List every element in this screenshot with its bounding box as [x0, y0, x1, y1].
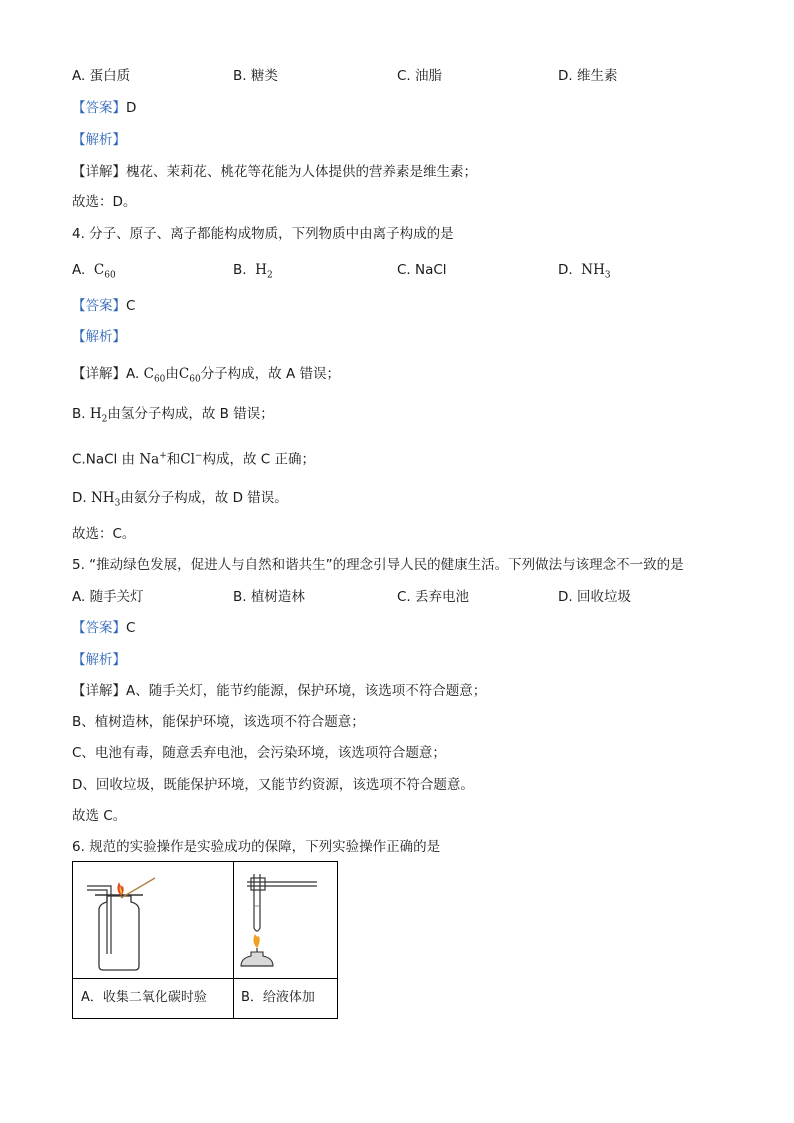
answer-value: D — [126, 100, 137, 116]
q4-option-a: A. $C_{60}$ — [72, 262, 116, 281]
q4-option-b: B. $H_2$ — [233, 262, 273, 281]
q6-stem: 6. 规范的实验操作是实验成功的保障，下列实验操作正确的是 — [72, 839, 441, 855]
detail-tag: 【详解】 — [72, 164, 126, 180]
q4-answer: 【答案】C — [72, 298, 136, 314]
q5-detail-line-c: C、电池有毒，随意丢弃电池，会污染环境，该选项符合题意； — [72, 745, 446, 761]
q4-detail-line-b: B. $H_2$由氢分子构成，故 B 错误； — [72, 406, 274, 425]
q3-option-d: D. 维生素 — [558, 68, 618, 84]
q4-stem: 4. 分子、原子、离子都能构成物质，下列物质中由离子构成的是 — [72, 226, 454, 242]
gas-collection-bottle-illustration — [77, 866, 227, 974]
q4-detail-line-c: C.NaCl 由 Na+和Cl−构成，故 C 正确； — [72, 451, 315, 468]
q5-stem: 5. “推动绿色发展，促进人与自然和谐共生”的理念引导人民的健康生活。下列做法与该理念不一致的是 — [72, 557, 684, 573]
q6-figure-table — [72, 861, 338, 1019]
q4-conclusion: 故选：C。 — [72, 526, 136, 542]
q5-detail-line-a: 【详解】A、随手关灯，能节约能源，保护环境，该选项不符合题意； — [72, 683, 487, 699]
q5-detail-line-d: D、回收垃圾，既能保护环境，又能节约资源，该选项不符合题意。 — [72, 777, 474, 793]
lamp-flame-icon — [253, 934, 259, 948]
q5-answer: 【答案】C — [72, 620, 136, 636]
q3-option-c: C. 油脂 — [397, 68, 443, 84]
q3-detail — [72, 162, 477, 182]
q5-detail-line-b: B、植树造林，能保护环境，该选项不符合题意； — [72, 714, 365, 730]
q4-analysis-tag: 【解析】 — [72, 329, 126, 345]
q4-option-c: C. NaCl — [397, 262, 447, 278]
table-divider-vertical — [233, 862, 234, 1018]
alcohol-lamp-heating-illustration — [237, 866, 335, 974]
q4-detail-line-d: D. $NH_3$由氨分子构成，故 D 错误。 — [72, 490, 288, 509]
answer-tag: 【答案】 — [72, 100, 126, 116]
q3-analysis-tag: 【解析】 — [72, 132, 126, 148]
table-divider-horizontal — [73, 978, 337, 979]
q5-option-a: A. 随手关灯 — [72, 589, 144, 605]
q5-conclusion: 故选 C。 — [72, 808, 127, 824]
q3-option-b: B. 糖类 — [233, 68, 278, 84]
q3-answer — [72, 98, 136, 118]
q5-option-d: D. 回收垃圾 — [558, 589, 631, 605]
q4-detail-line-a: 【详解】A. $C_{60}$由$C_{60}$分子构成，故 A 错误； — [72, 366, 341, 385]
detail-text: 槐花、茉莉花、桃花等花能为人体提供的营养素是维生素； — [126, 164, 477, 180]
q5-analysis-tag: 【解析】 — [72, 652, 126, 668]
q5-option-b: B. 植树造林 — [233, 589, 305, 605]
q4-option-d: D. $NH_3$ — [558, 262, 611, 281]
cell-a-label: A．收集二氧化碳时验 — [81, 990, 207, 1005]
cell-b-label: B．给液体加 — [241, 990, 315, 1005]
q3-conclusion: 故选：D。 — [72, 194, 137, 210]
q5-option-c: C. 丢弃电池 — [397, 589, 470, 605]
q3-option-a: A. 蛋白质 — [72, 68, 131, 84]
